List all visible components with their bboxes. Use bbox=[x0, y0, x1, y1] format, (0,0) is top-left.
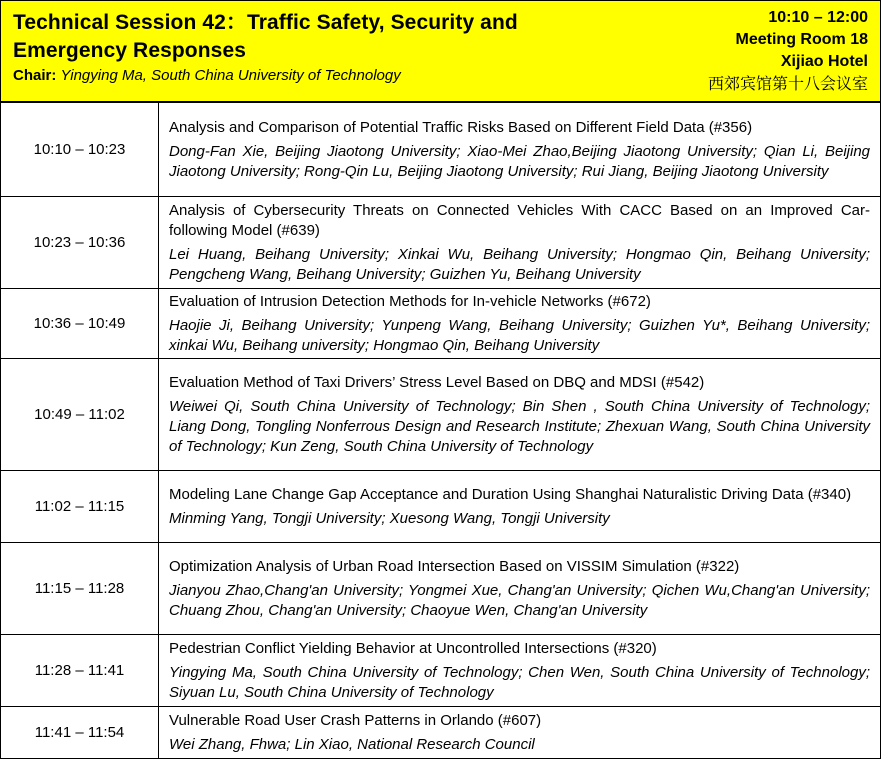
session-room: Meeting Room 18 bbox=[735, 31, 868, 48]
paper-cell bbox=[159, 471, 881, 543]
paper-title: Pedestrian Conflict Yielding Behavior at Uncontrolled Intersections (#320) bbox=[169, 639, 657, 657]
paper-cell bbox=[159, 289, 881, 359]
time-slot: 11:02 – 11:15 bbox=[1, 471, 159, 543]
paper-authors: Lei Huang, Beihang University; Xinkai Wu, Beihang University; Hongmao Qin, Beihang University; Pengcheng Wang, Beihang University; Guizhen Yu, Beihang University bbox=[169, 245, 870, 283]
paper-title: Evaluation Method of Taxi Drivers’ Stress Level Based on DBQ and MDSI (#542) bbox=[169, 373, 705, 391]
table-row bbox=[1, 197, 881, 289]
time-slot: 10:10 – 10:23 bbox=[1, 103, 159, 197]
table-row bbox=[1, 359, 881, 471]
table-row bbox=[1, 103, 881, 197]
table-row bbox=[1, 289, 881, 359]
table-row bbox=[1, 471, 881, 543]
paper-title: Optimization Analysis of Urban Road Intersection Based on VISSIM Simulation (#322) bbox=[169, 557, 740, 575]
paper-title: Evaluation of Intrusion Detection Methods for In-vehicle Networks (#672) bbox=[169, 292, 651, 310]
time-slot: 11:28 – 11:41 bbox=[1, 635, 159, 707]
time-slot: 11:15 – 11:28 bbox=[1, 543, 159, 635]
paper-authors: Weiwei Qi, South China University of Technology; Bin Shen , South China University of Technology; Liang Dong, Tongling Nonferrous Design and Research Institute; Zhexuan Wang, South China University of Technology; Kun Zeng, South China University of Technology bbox=[169, 397, 870, 455]
paper-authors: Wei Zhang, Fhwa; Lin Xiao, National Research Council bbox=[169, 735, 535, 753]
chair-label: Chair: bbox=[13, 67, 57, 84]
session-venue-cn: 西郊宾馆第十八会议室 bbox=[707, 74, 868, 93]
paper-authors: Haojie Ji, Beihang University; Yunpeng Wang, Beihang University; Guizhen Yu*, Beihang University; xinkai Wu, Beihang university; Hongmao Qin, Beihang University bbox=[169, 316, 870, 354]
table-row bbox=[1, 543, 881, 635]
session-venue: Xijiao Hotel bbox=[780, 53, 868, 70]
time-slot: 10:49 – 11:02 bbox=[1, 359, 159, 471]
paper-authors: Yingying Ma, South China University of Technology; Chen Wen, South China University of Technology; Siyuan Lu, South China University of Technology bbox=[169, 663, 870, 701]
session-time: 10:10 – 12:00 bbox=[768, 9, 868, 26]
paper-title: Analysis and Comparison of Potential Traffic Risks Based on Different Field Data (#356) bbox=[169, 118, 753, 136]
paper-cell bbox=[159, 359, 881, 471]
table-row bbox=[1, 707, 881, 759]
paper-cell bbox=[159, 635, 881, 707]
paper-title: Modeling Lane Change Gap Acceptance and Duration Using Shanghai Naturalistic Driving Data (#340) bbox=[169, 485, 852, 503]
paper-title: Analysis of Cybersecurity Threats on Connected Vehicles With CACC Based on an Improved Car-following Model (#639) bbox=[169, 201, 870, 239]
paper-cell bbox=[159, 707, 881, 759]
time-slot: 11:41 – 11:54 bbox=[1, 707, 159, 759]
paper-authors: Minming Yang, Tongji University; Xuesong Wang, Tongji University bbox=[169, 509, 610, 527]
paper-authors: Jianyou Zhao,Chang'an University; Yongmei Xue, Chang'an University; Qichen Wu,Chang'an University; Chuang Zhou, Chang'an University; Chaoyue Wen, Chang'an University bbox=[169, 581, 870, 619]
session-title: Technical Session 42：Traffic Safety, Security and Emergency Responses bbox=[13, 11, 518, 62]
paper-cell bbox=[159, 197, 881, 289]
session-info bbox=[708, 7, 868, 95]
paper-cell bbox=[159, 103, 881, 197]
session-chair bbox=[13, 67, 401, 85]
table-row bbox=[1, 635, 881, 707]
session-header bbox=[0, 0, 881, 102]
time-slot: 10:23 – 10:36 bbox=[1, 197, 159, 289]
paper-cell bbox=[159, 543, 881, 635]
time-slot: 10:36 – 10:49 bbox=[1, 289, 159, 359]
paper-authors: Dong-Fan Xie, Beijing Jiaotong University; Xiao-Mei Zhao,Beijing Jiaotong University; Qian Li, Beijing Jiaotong University; Rong-Qin Lu, Beijing Jiaotong University; Rui Jiang, Beijing Jiaotong University bbox=[169, 142, 870, 180]
chair-name: Yingying Ma, South China University of Technology bbox=[60, 67, 401, 84]
paper-title: Vulnerable Road User Crash Patterns in Orlando (#607) bbox=[169, 711, 542, 729]
schedule-table bbox=[0, 102, 881, 759]
